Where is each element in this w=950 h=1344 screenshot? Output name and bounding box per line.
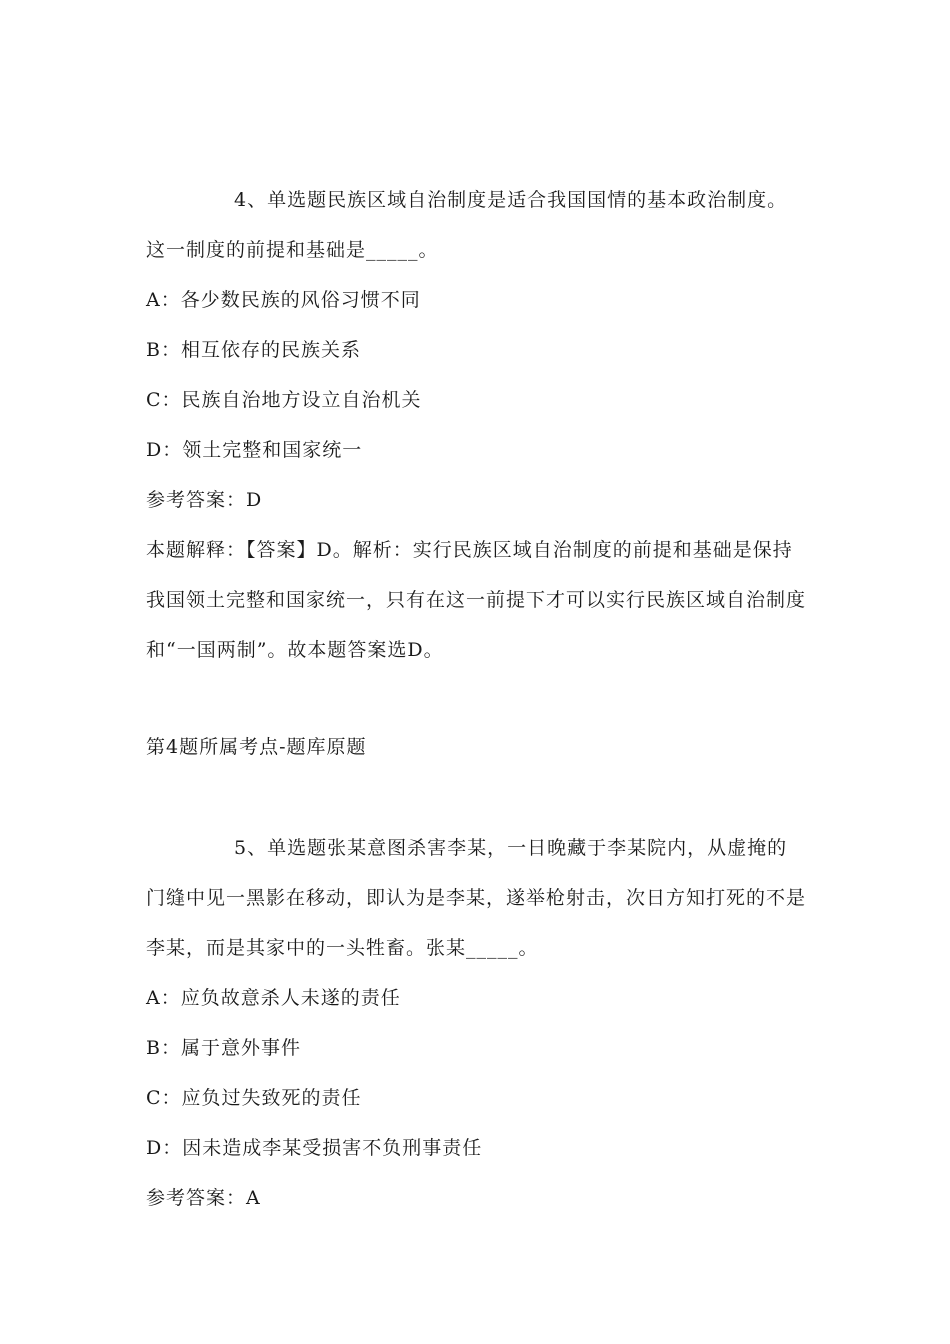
question-4-option-a: A：各少数民族的风俗习惯不同 [146, 289, 421, 311]
question-5 [146, 823, 806, 1223]
question-4-option-d: D：领土完整和国家统一 [146, 439, 363, 461]
question-4-explanation: 本题解释：【答案】D。解析：实行民族区域自治制度的前提和基础是保持我国领土完整和国家统一，只有在这一前提下才可以实行民族区域自治制度和“一国两制”。故本题答案选D。 [146, 539, 807, 661]
question-5-stem: 5、单选题张某意图杀害李某，一日晚藏于李某院内，从虚掩的门缝中见一黑影在移动，即认为是李某，遂举枪射击，次日方知打死的不是李某，而是其家中的一头牲畜。张某_____。 [146, 837, 807, 959]
question-5-option-c: C：应负过失致死的责任 [146, 1087, 362, 1109]
question-5-option-a: A：应负故意杀人未遂的责任 [146, 987, 401, 1009]
question-4-stem: 4、单选题民族区域自治制度是适合我国国情的基本政治制度。这一制度的前提和基础是_____。 [146, 189, 788, 261]
question-4 [146, 175, 806, 675]
question-4-answer: 参考答案：D [146, 489, 263, 511]
question-4-option-b: B：相互依存的民族关系 [146, 339, 361, 361]
question-4-option-c: C：民族自治地方设立自治机关 [146, 389, 422, 411]
question-5-option-d: D：因未造成李某受损害不负刑事责任 [146, 1137, 483, 1159]
knowledge-point-4 [146, 722, 806, 772]
question-5-answer: 参考答案：A [146, 1187, 261, 1209]
knowledge-point-4-text: 第4题所属考点-题库原题 [146, 736, 367, 758]
question-5-option-b: B：属于意外事件 [146, 1037, 301, 1059]
